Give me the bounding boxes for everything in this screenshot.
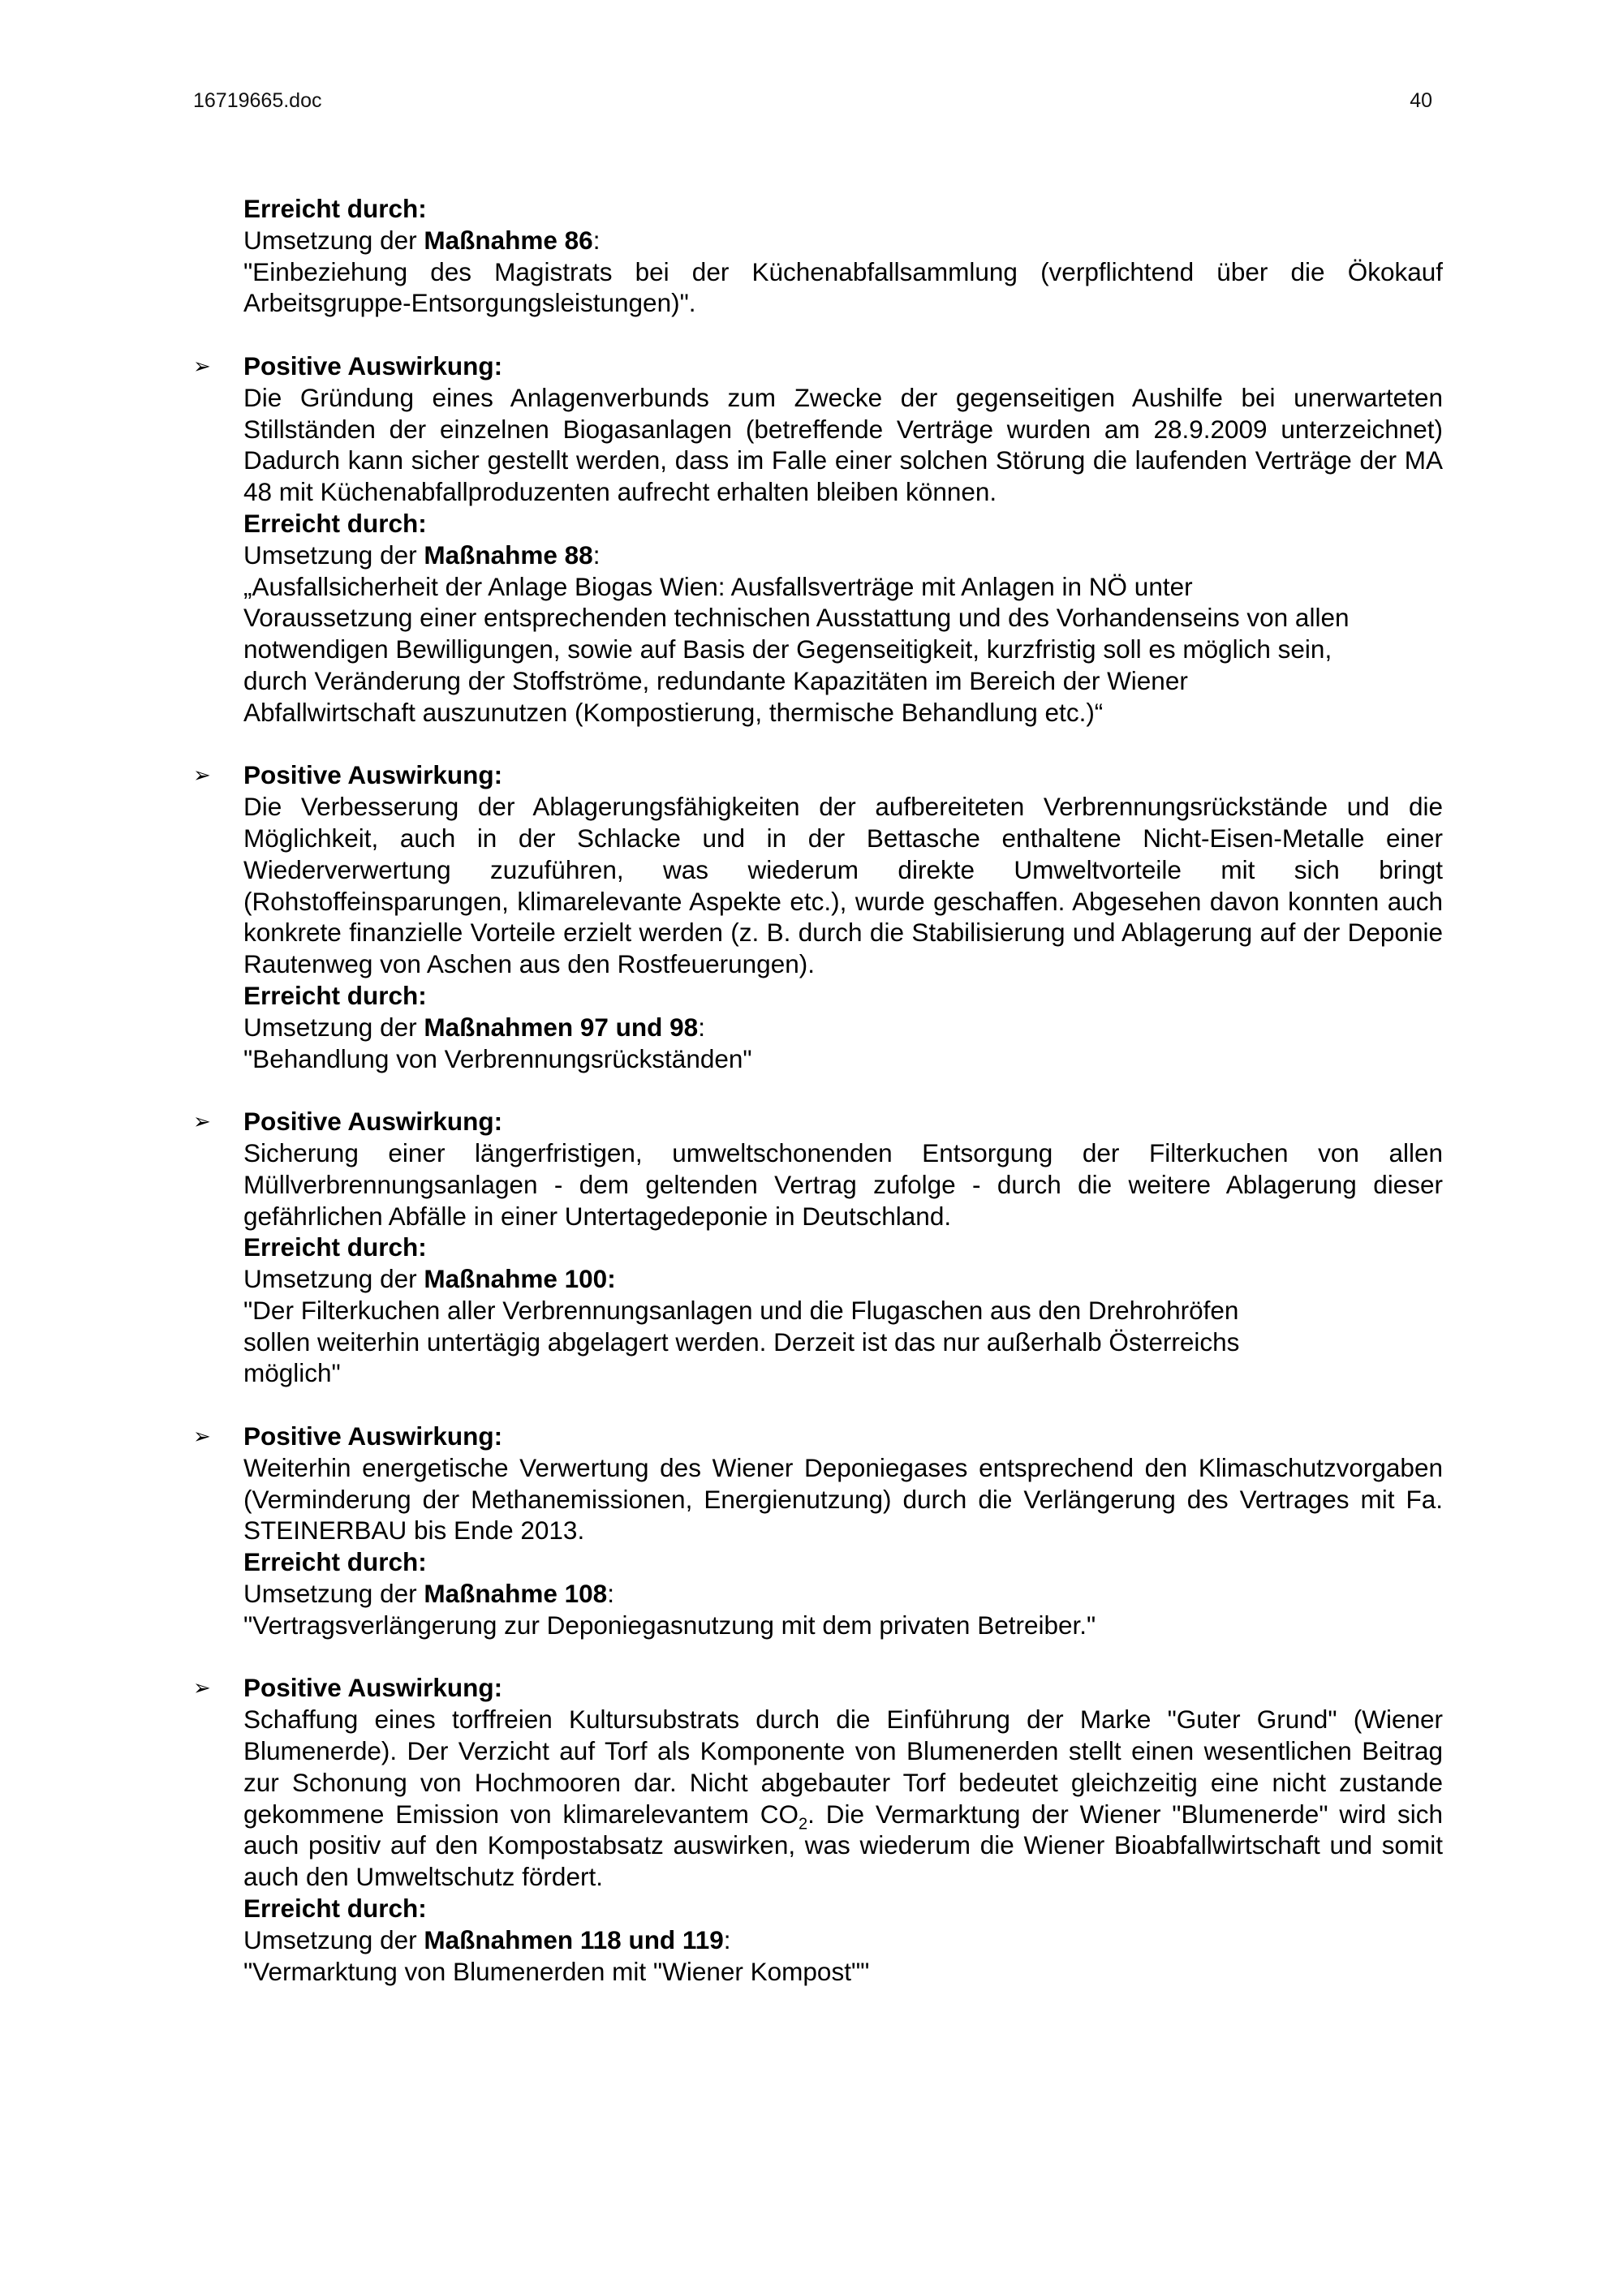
measure-quote: „Ausfallsicherheit der Anlage Biogas Wien: Ausfallsverträge mit Anlagen in NÖ unter Voraussetzung einer entsprechenden technischen Ausstattung und des Vorhandenseins von allen notwendigen Bewilligungen, sowie auf Basis der Gegenseitigkeit, kurzfristig soll es möglich sein, durch Veränderung der Stoffströme, redundante Kapazitäten im Bereich der Wiener Abfallwirtschaft auszunutzen (Kompostierung, thermische Behandlung etc.)“	[243, 571, 1350, 727]
measure-reference: Maßnahme 86	[424, 225, 593, 255]
implementation-line: Umsetzung der Maßnahmen 118 und 119:	[243, 1924, 731, 1954]
impact-body: Die Verbesserung der Ablagerungsfähigkeiten der aufbereiteten Verbrennungsrückstände und die Möglichkeit, auch in der Schlacke und in der Bettasche enthaltene Nicht-Eisen-Metalle einer Wiederverwertung zuzuführen, was wiederum direkte Umweltvorteile mit sich bringt (Rohstoffeinsparungen, klimarelevante Aspekte etc.), wurde geschaffen. Abgesehen davon konnten auch konkrete finanzielle Vorteile erzielt werden (z. B. durch die Stabilisierung und Ablagerung auf der Deponie Rautenweg von Aschen aus den Rostfeuerungen).	[243, 792, 1443, 979]
impact-item	[193, 1106, 1443, 1389]
measure-reference: Maßnahme 108	[424, 1579, 608, 1609]
impact-heading: Positive Auswirkung:	[243, 1421, 503, 1451]
measure-quote: "Einbeziehung des Magistrats bei der Küchenabfallsammlung (verpflichtend über die Ökokauf Arbeitsgruppe-Entsorgungsleistungen)".	[243, 256, 1443, 318]
achieved-label: Erreicht durch:	[243, 508, 427, 538]
arrow-bullet-icon: ➢	[193, 1675, 211, 1701]
header-page-number: 40	[1410, 89, 1432, 112]
achieved-label: Erreicht durch:	[243, 1232, 427, 1262]
arrow-bullet-icon: ➢	[193, 1109, 211, 1134]
implementation-line: Umsetzung der Maßnahme 86:	[243, 225, 601, 255]
impact-heading: Positive Auswirkung:	[243, 1107, 503, 1137]
achieved-label: Erreicht durch:	[243, 1547, 427, 1577]
impact-item	[193, 1672, 1444, 1987]
intro-block	[243, 193, 1443, 319]
impact-heading: Positive Auswirkung:	[243, 760, 503, 790]
impact-heading: Positive Auswirkung:	[243, 1673, 503, 1703]
impact-item	[193, 1421, 1443, 1641]
measure-reference: Maßnahmen 97 und 98	[424, 1012, 699, 1042]
implementation-line: Umsetzung der Maßnahme 108:	[243, 1579, 614, 1609]
measure-quote: "Behandlung von Verbrennungsrückständen"	[243, 1043, 752, 1073]
header-filename: 16719665.doc	[193, 89, 322, 112]
implementation-line: Umsetzung der Maßnahme 100:	[243, 1264, 616, 1294]
achieved-label: Erreicht durch:	[243, 980, 427, 1010]
impact-body: Weiterhin energetische Verwertung des Wiener Deponiegases entsprechend den Klimaschutzvorgaben (Verminderung der Methanemissionen, Energienutzung) durch die Verlängerung des Vertrages mit Fa. STEINERBAU bis Ende 2013.	[243, 1452, 1443, 1546]
impact-item	[193, 759, 1443, 1074]
measure-quote: "Der Filterkuchen aller Verbrennungsanlagen und die Flugaschen aus den Drehrohröfen sollen weiterhin untertägig abgelagert werden. Derzeit ist das nur außerhalb Österreichs möglich"	[243, 1295, 1240, 1388]
measure-reference: Maßnahmen 118 und 119	[424, 1924, 724, 1954]
measure-quote: "Vertragsverlängerung zur Deponiegasnutzung mit dem privaten Betreiber."	[243, 1610, 1096, 1640]
achieved-label: Erreicht durch:	[243, 1894, 427, 1924]
achieved-label: Erreicht durch:	[243, 194, 427, 223]
arrow-bullet-icon: ➢	[193, 1424, 211, 1449]
impact-body: Sicherung einer längerfristigen, umweltschonenden Entsorgung der Filterkuchen von allen Müllverbrennungsanlagen - dem geltenden Vertrag zufolge - durch die weitere Ablagerung dieser gefährlichen Abfälle in einer Untertagedeponie in Deutschland.	[243, 1137, 1443, 1231]
measure-quote: "Vermarktung von Blumenerden mit "Wiener Kompost""	[243, 1956, 870, 1986]
measure-reference: Maßnahme 100:	[424, 1264, 616, 1294]
arrow-bullet-icon: ➢	[193, 353, 211, 378]
document-body	[193, 193, 1444, 2019]
implementation-line: Umsetzung der Maßnahmen 97 und 98:	[243, 1012, 705, 1042]
subscript-two: 2	[798, 1814, 808, 1833]
impact-heading: Positive Auswirkung:	[243, 350, 503, 381]
impact-body: Die Gründung eines Anlagenverbunds zum Zwecke der gegenseitigen Aushilfe bei unerwarteten Stillständen der einzelnen Biogasanlagen (betreffende Verträge wurden am 28.9.2009 unterzeichnet) Dadurch kann sicher gestellt werden, dass im Falle einer solchen Störung die laufenden Verträge der MA 48 mit Küchenabfallproduzenten aufrecht erhalten bleiben können.	[243, 382, 1443, 507]
implementation-line: Umsetzung der Maßnahme 88:	[243, 540, 601, 570]
measure-reference: Maßnahme 88	[424, 540, 593, 570]
impact-item	[193, 350, 1443, 729]
impact-body: Schaffung eines torffreien Kultursubstrats durch die Einführung der Marke "Guter Grund" (Wiener Blumenerde). Der Verzicht auf Torf als Komponente von Blumenerden stellt einen wesentlichen Beitrag zur Schonung von Hochmooren dar. Nicht abgebauter Torf bedeutet gleichzeitig eine nicht zustande gekommene Emission von klimarelevantem $CO_2$. Die Vermarktung der Wiener "Blumenerde" wird sich auch positiv auf den Kompostabsatz auswirken, was wiederum die Wiener Bioabfallwirtschaft und somit auch den Umweltschutz fördert.	[243, 1705, 1444, 1892]
arrow-bullet-icon: ➢	[193, 763, 211, 788]
